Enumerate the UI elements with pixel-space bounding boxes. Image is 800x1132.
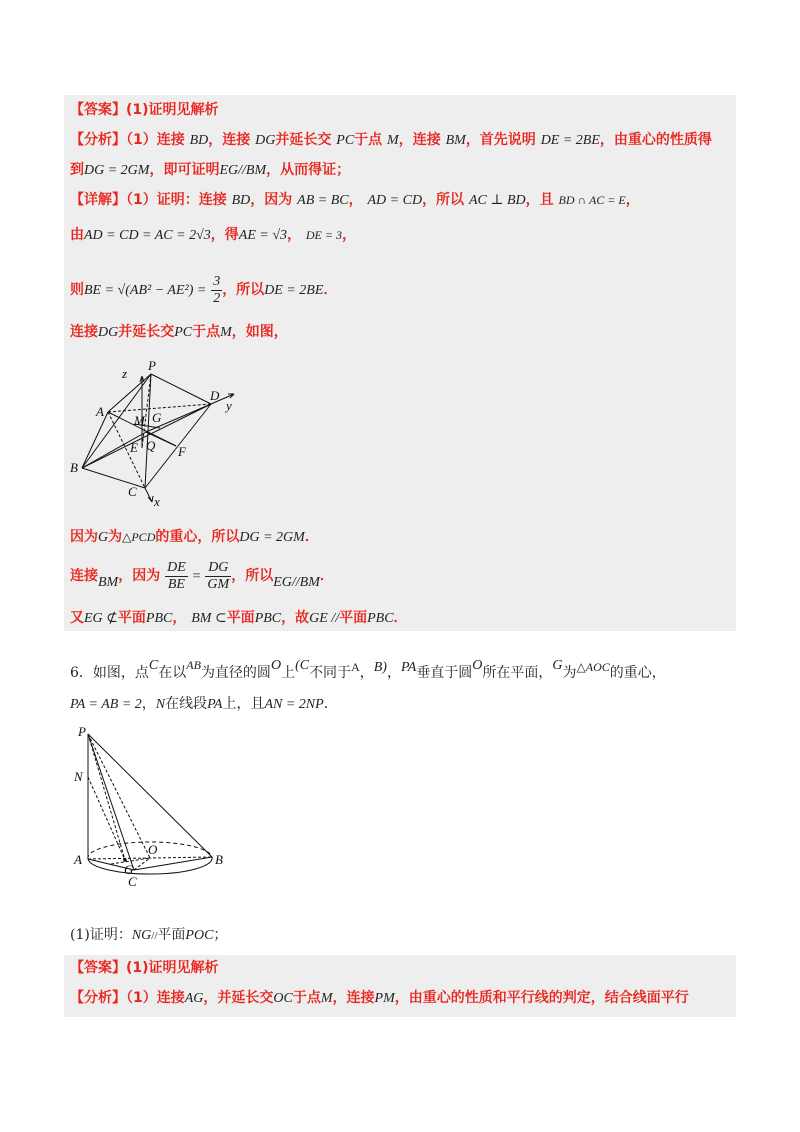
answer-line-2: 【答案】(1)证明见解析 (70, 960, 219, 976)
label-A: A (74, 852, 82, 867)
detail-line-5: 因为G为△PCD的重心，所以DG = 2GM． (70, 529, 319, 545)
detail-line-1: 【详解】（1）证明：连接 BD，因为 AB = BC， AD = CD，所以 AC ⊥ BD，且 BD ∩ AC = E， (70, 192, 640, 208)
detail-line-6: 连接BM，因为 $\frac{DE}{BE}$ = $\frac{DG}{GM}$ ，所以EG//BM． (70, 559, 334, 592)
answer-line-1: 【答案】(1)证明见解析 (70, 102, 219, 118)
analysis-line-3: 【分析】（1）连接AG，并延长交OC于点M，连接PM，由重心的性质和平行线的判定，结合线面平行 (70, 990, 689, 1006)
label-P: P (78, 724, 86, 739)
detail-line-4: 连接DG并延长交PC于点M，如图， (70, 324, 288, 340)
label-C: C (128, 484, 137, 499)
label-G: G (152, 410, 162, 425)
detail-line-7: 又EG ⊄平面PBC， BM ⊂平面PBC，故GE //平面PBC． (70, 610, 408, 626)
label-F: F (178, 444, 186, 459)
label-D: D (210, 388, 220, 403)
fraction-de-be: $\frac{DE}{BE}$ (167, 559, 186, 592)
analysis-line-2: 到DG = 2GM，即可证明EG//BM，从而得证； (70, 162, 351, 178)
label-N: N (74, 769, 83, 784)
label-P: P (148, 358, 156, 373)
cone-figure (70, 722, 240, 887)
question-6-line-2: PA = AB = 2，N在线段PA上，且AN = 2NP. (70, 696, 329, 712)
subquestion-1: (1)证明：NG//平面POC； (70, 927, 228, 943)
label-G: G (124, 862, 134, 877)
label-A: A (96, 404, 104, 419)
label-Q: Q (146, 438, 156, 453)
label-x: x (154, 494, 160, 509)
label-y: y (226, 398, 232, 413)
label-M: M (134, 413, 145, 428)
label-B: B (70, 460, 78, 475)
fraction-3-2: $\frac{3}{2}$ (213, 273, 221, 306)
label-C: C (128, 874, 137, 887)
label-E: E (130, 440, 138, 455)
label-B: B (215, 852, 223, 867)
detail-line-3: 则BE = √(AB² − AE²) = $\frac{3}{2}$ ，所以DE = 2BE． (70, 273, 338, 306)
analysis-line-1: 【分析】（1）连接 BD，连接 DG并延长交 PC于点 M，连接 BM，首先说明 DE = 2BE，由重心的性质得 (70, 132, 712, 148)
detail-line-2: 由AD = CD = AC = 2√3，得AE = √3， DE = 3， (70, 227, 356, 243)
label-z: z (122, 366, 128, 381)
label-O: O (148, 842, 158, 857)
question-6-line-1: 6．如图，点C在以AB为直径的圆O上(C不同于A，B)，PA垂直于圆O所在平面，G为△AOC的重心， (70, 658, 666, 681)
fraction-dg-gm: $\frac{DG}{GM}$ (207, 559, 230, 592)
pyramid-figure (66, 352, 246, 512)
